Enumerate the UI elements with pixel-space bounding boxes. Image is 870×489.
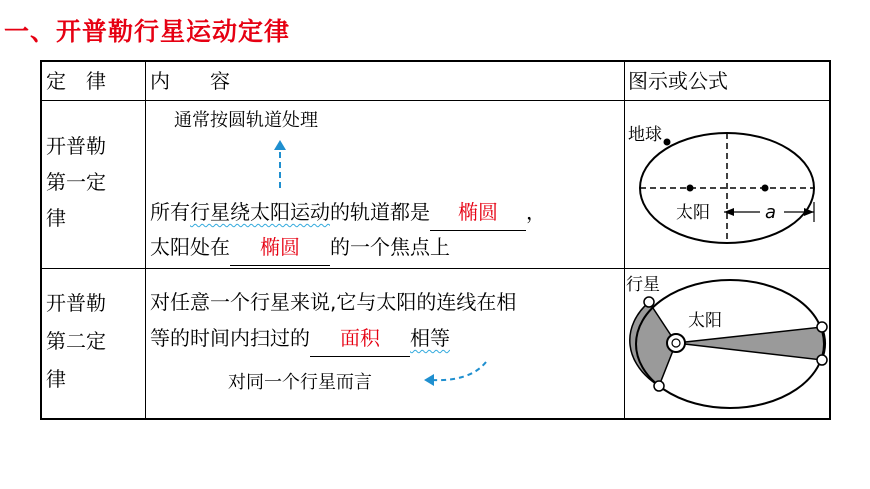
law-name-line: 律 [46,206,66,230]
col-divider [624,62,625,418]
text-fragment: 的一个焦点上 [330,235,450,259]
row-divider [42,100,829,101]
law-name-second [46,284,106,398]
planet-position [644,297,654,307]
label-sun: 太阳 [688,311,722,331]
swept-area-right [676,327,825,360]
header-law: 定 律 [46,69,106,93]
ellipse-orbit-diagram [626,102,830,268]
text-fragment: 的轨道都是 [330,200,430,224]
law-name-line: 律 [46,367,66,391]
label-planet: 行星 [626,275,660,295]
second-law-line2 [150,320,450,357]
text-fragment: 太阳处在 [150,235,230,259]
note-same-planet: 对同一个行星而言 [228,372,372,393]
planet-position [654,381,664,391]
planet-position [817,355,827,365]
label-earth: 地球 [628,125,662,145]
law-name-line: 开普勒 [46,134,106,158]
law-name-line: 第一定 [46,170,106,194]
planet-position [817,322,827,332]
page-title: 一、开普勒行星运动定律 [4,17,291,46]
answer-blank: 椭圆 [230,229,330,266]
first-law-line2 [150,229,450,266]
text-fragment: ， [526,200,546,224]
answer-blank: 椭圆 [430,194,526,231]
sun-focus [687,185,694,192]
earth-dot [664,139,671,146]
kepler-laws-table [40,60,831,420]
emphasized-text: 行星绕太阳运动 [190,200,330,224]
equal-area-diagram [626,270,830,418]
law-name-line: 开普勒 [46,291,106,315]
answer-blank: 面积 [310,320,410,357]
law-name-line: 第二定 [46,329,106,353]
second-law-line1: 对任意一个行星来说,它与太阳的连线在相 [150,290,517,314]
first-law-line1 [150,194,546,231]
left-curved-arrow-icon [420,358,490,392]
label-a: a [765,202,777,223]
law-name-first [46,128,106,236]
row-divider [42,268,829,269]
label-sun: 太阳 [676,203,710,223]
second-focus [762,185,769,192]
up-arrow-icon [270,138,290,190]
header-figure: 图示或公式 [628,69,728,93]
text-fragment: 所有 [150,200,190,224]
emphasized-text: 相等 [410,326,450,350]
note-circular-orbit: 通常按圆轨道处理 [174,110,318,131]
text-fragment: 等的时间内扫过的 [150,326,310,350]
col-divider [145,62,146,418]
header-content: 内 容 [150,69,230,93]
